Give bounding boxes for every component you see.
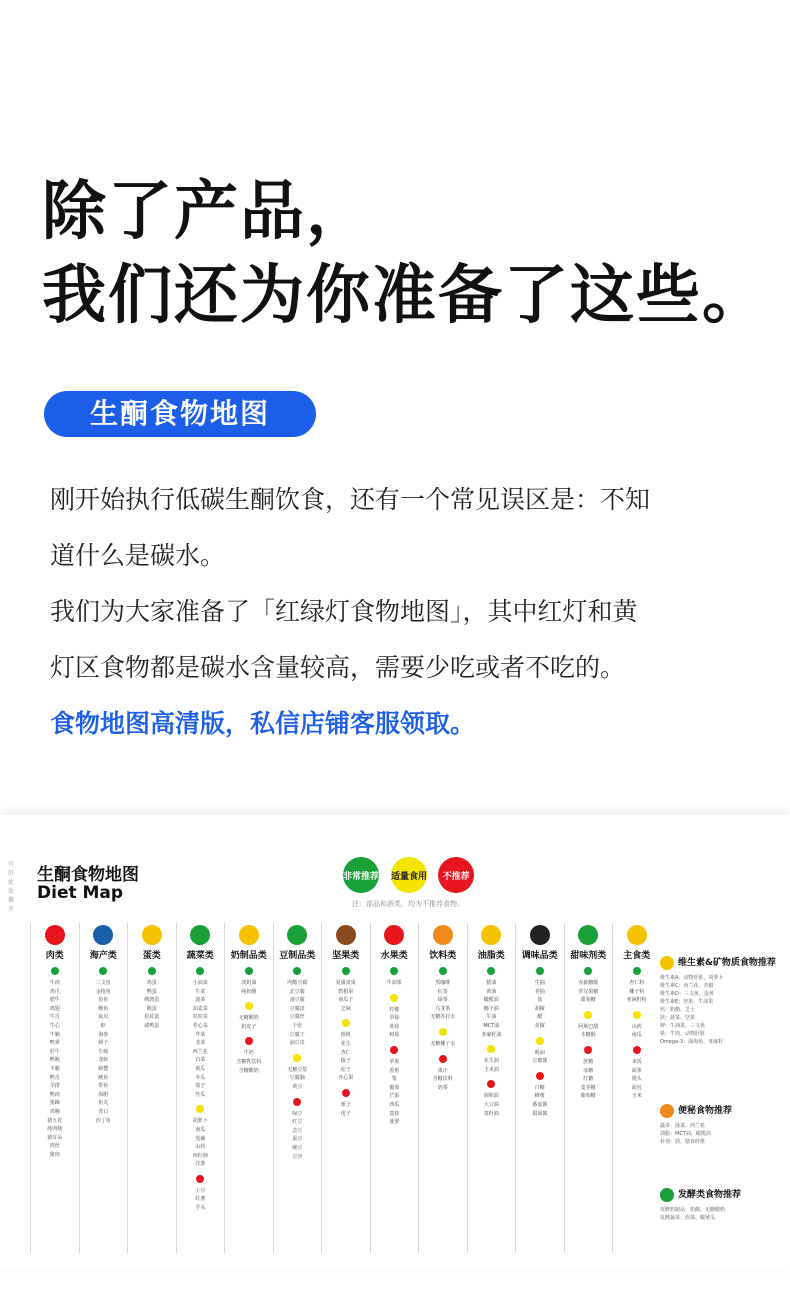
yellow-food-list: 胡萝卜 南瓜 莲藕 山药 西红柿 洋葱 [192,1118,208,1168]
tear-note: 可沿此处撕开 [8,861,15,913]
red-dot [390,1046,398,1054]
green-food-list: 黑咖啡 红茶 绿茶 乌龙茶 无糖苏打水 [430,980,456,1021]
green-food-list: 杏仁粉 椰子粉 亚麻籽粉 [626,980,647,1004]
yellow-food-list: 山药 南瓜 [631,1023,642,1039]
intro-line-2: 道什么是碳水。 [50,541,226,570]
food-column [515,923,564,1253]
food-column-name: 主食类 [623,951,651,961]
food-column-name: 坚果类 [332,951,360,961]
headline [42,170,768,338]
food-column [564,923,613,1253]
cta-text: 食物地图高清版，私信店铺客服领取。 [50,709,476,738]
food-column-name: 奶制品类 [230,951,267,961]
green-dot [293,967,301,975]
recommendation-title: 便秘食物推荐 [660,1103,790,1118]
food-column-name: 调味品类 [521,951,558,961]
yellow-dot [584,1011,592,1019]
vegetable-icon [190,925,210,945]
diet-map-poster [0,815,790,1270]
red-food-list: 栗子 莲子 [340,1101,351,1117]
red-dot [487,1080,495,1088]
intro-line-3: 我们为大家准备了「红绿灯食物地图」，其中红灯和黄 [50,597,638,626]
food-column-name: 蔬菜类 [186,951,214,961]
food-column [273,923,322,1253]
food-column-name: 水果类 [380,951,408,961]
yellow-food-list: 花生油 玉米油 [483,1058,499,1073]
sweetener-icon [578,925,598,945]
headline-line-2: 我们还为你准备了这些。 [42,259,768,333]
green-food-list: 生抽 老抽 盐 胡椒 醋 花椒 [534,980,545,1029]
red-dot [293,1098,301,1106]
food-column [176,923,225,1253]
food-column [79,923,128,1253]
green-dot [148,967,156,975]
red-food-list: 白糖 蜂蜜 番茄酱 甜面酱 [532,1084,548,1117]
recommendation-title: 发酵类食物推荐 [660,1187,790,1202]
food-column-name: 油脂类 [477,951,505,961]
yellow-dot [293,1054,301,1062]
headline-line-1: 除了产品， [42,175,372,249]
yellow-food-list: 蚝油 豆瓣酱 [532,1049,548,1065]
recommendation-icon [660,1104,674,1118]
yellow-dot [390,994,398,1002]
green-food-list: 牛肉 鸡爪 肥牛 鸡翅 牛舌 牛心 牛腩 鸭掌 肝牛 鸭肫 羊腿 鸭舌 羊排 鸭肉 猪蹄 鸡胸 猪五花 纯肉肠 猪耳朵 肉丝 猪肉 [47,980,63,1158]
food-column [321,923,370,1253]
recommendation-lines: 维生素A：动物肝脏、胡萝卜 维生素C：西兰花、青椒 维生素D：三文鱼、蛋黄 维生素E：坚果、牛油果 钙：奶酪、芝士 镁：菠菜、坚果 钾：牛油果、三文鱼 铁：牛肉、动物肝脏 Omega-3：深海鱼、亚麻籽 [660,974,724,1045]
green-food-list: 三文鱼 金枪鱼 鱼鱼 鲍鱼 扇贝 虾 海参 蛏子 生蚝 龙虾 螃蟹 鱿鱼 带鱼 海胆 鱼丸 青口 沙丁鱼 [95,980,111,1124]
recommendation-icon [660,956,674,970]
yellow-dot [245,1002,253,1010]
food-column-name: 甜味剂类 [570,951,607,961]
green-dot [99,967,107,975]
legend-moderate: 适量食用 [391,857,427,893]
food-column-name: 肉类 [45,951,64,961]
red-dot [196,1175,204,1183]
red-dot [439,1055,447,1063]
green-dot [390,967,398,975]
food-column-name: 海产类 [89,951,117,961]
red-food-list: 土豆 红薯 芋头 [195,1187,206,1212]
food-column-name: 蛋类 [142,951,161,961]
section-badge: 生酮食物地图 [44,391,316,437]
food-column [224,923,273,1253]
meat-icon [45,925,65,945]
red-dot [245,1037,253,1045]
yellow-dot [196,1105,204,1113]
fruit-icon [384,925,404,945]
green-dot [487,967,495,975]
red-food-list: 调和油 大豆油 菜籽油 [483,1093,499,1117]
yellow-dot [342,1019,350,1027]
bean-icon [287,925,307,945]
green-food-list: 鸡蛋 鸭蛋 鹌鹑蛋 鹅蛋 松花蛋 咸鸭蛋 [144,980,160,1029]
green-food-list: 淡奶油 纯奶酪 [241,980,257,995]
recommendation-block [660,1187,790,1222]
green-dot [196,967,204,975]
green-food-list: 猪油 黄油 橄榄油 椰子油 牛油 MCT油 亚麻籽油 [481,980,502,1038]
red-dot [584,1046,592,1054]
nut-icon [336,925,356,945]
oil-icon [481,925,501,945]
green-food-list: 内酯豆腐 北豆腐 南豆腐 豆腐皮 豆腐丝 千张 豆腐干 油豆皮 [287,980,308,1047]
legend-note: 注：部品和酒类，均为不推荐食物。 [352,900,464,908]
yellow-dot [487,1045,495,1053]
intro-text [50,472,750,752]
green-food-list: 小油菜 生菜 菠菜 油麦菜 娃娃菜 卷心菜 芹菜 韭菜 西兰花 白菜 黄瓜 冬瓜 茄子 丝瓜 [192,980,208,1098]
legend-recommended: 非常推荐 [343,857,379,893]
food-column-name: 豆制品类 [279,951,316,961]
recommendation-block [660,1103,790,1146]
yellow-dot [536,1037,544,1045]
recommendation-lines: 蔬菜：菠菜、西兰花 油脂：MCT油、橄榄油 补剂：镁、膳食纤维 [660,1122,711,1145]
recommendation-block [660,955,790,1046]
red-dot [633,1046,641,1054]
green-dot [51,967,59,975]
red-food-list: 米饭 面条 馒头 面包 玉米 [631,1058,642,1100]
red-food-list: 苹果 香蕉 梨 葡萄 芒果 西瓜 荔枝 菠萝 [389,1058,400,1126]
fish-icon [93,925,113,945]
yellow-food-list: 无糖豆浆 豆腐脑 黄豆 [287,1066,308,1090]
food-column-name: 饮料类 [429,951,457,961]
sauce-icon [530,925,550,945]
egg-icon [142,925,162,945]
food-column [370,923,419,1253]
food-column [467,923,516,1253]
poster-title: 生酮食物地图 [37,865,139,885]
green-dot [584,967,592,975]
drink-icon [433,925,453,945]
green-dot [633,967,641,975]
food-column [30,923,79,1253]
cheese-icon [239,925,259,945]
yellow-food-list: 柠檬 草莓 蓝莓 树莓 [389,1006,400,1039]
recommendation-lines: 发酵奶制品：奶酪、无糖酸奶 发酵蔬菜：泡菜、酸黄瓜 [660,1206,726,1221]
yellow-food-list: 阿斯巴甜 木糖醇 [578,1023,599,1039]
green-dot [245,967,253,975]
intro-line-1: 刚开始执行低碳生酮饮食，还有一个常见误区是：不知 [50,485,651,514]
green-dot [342,967,350,975]
recommendation-icon [660,1188,674,1202]
red-food-list: 牛奶 含糖乳饮料 含糖酸奶 [236,1050,262,1074]
yellow-food-list: 无糖酸奶 奶皮子 [238,1015,259,1030]
food-column [127,923,176,1253]
green-food-list: 夏威夷果 碧根果 南瓜子 芝麻 [335,980,356,1012]
red-dot [536,1072,544,1080]
intro-line-4: 灯区食物都是碳水含量较高，需要少吃或者不吃的。 [50,653,626,682]
food-column [612,923,661,1253]
grain-icon [627,925,647,945]
red-food-list: 果汁 含糖饮料 奶茶 [432,1067,453,1091]
yellow-food-list: 核桃 花生 杏仁 榛子 松子 开心果 [338,1032,354,1082]
green-food-list: 牛油果 [386,980,402,986]
legend-not-recommended: 不推荐 [438,857,474,893]
green-dot [536,967,544,975]
yellow-dot [633,1011,641,1019]
red-dot [342,1089,350,1097]
poster-subtitle: Diet Map [37,883,124,903]
green-dot [439,967,447,975]
recommendation-title: 维生素&矿物质食物推荐 [660,955,790,970]
green-food-list: 赤藓糖醇 罗汉果糖 甜菊糖 [578,980,599,1004]
red-food-list: 绿豆 红豆 芸豆 蚕豆 豌豆 豆沙 [292,1110,303,1160]
food-column [418,923,467,1253]
yellow-food-list: 无糖椰子水 [430,1040,456,1047]
yellow-dot [439,1028,447,1036]
red-food-list: 蔗糖 冰糖 红糖 麦芽糖 葡萄糖 [580,1058,596,1100]
